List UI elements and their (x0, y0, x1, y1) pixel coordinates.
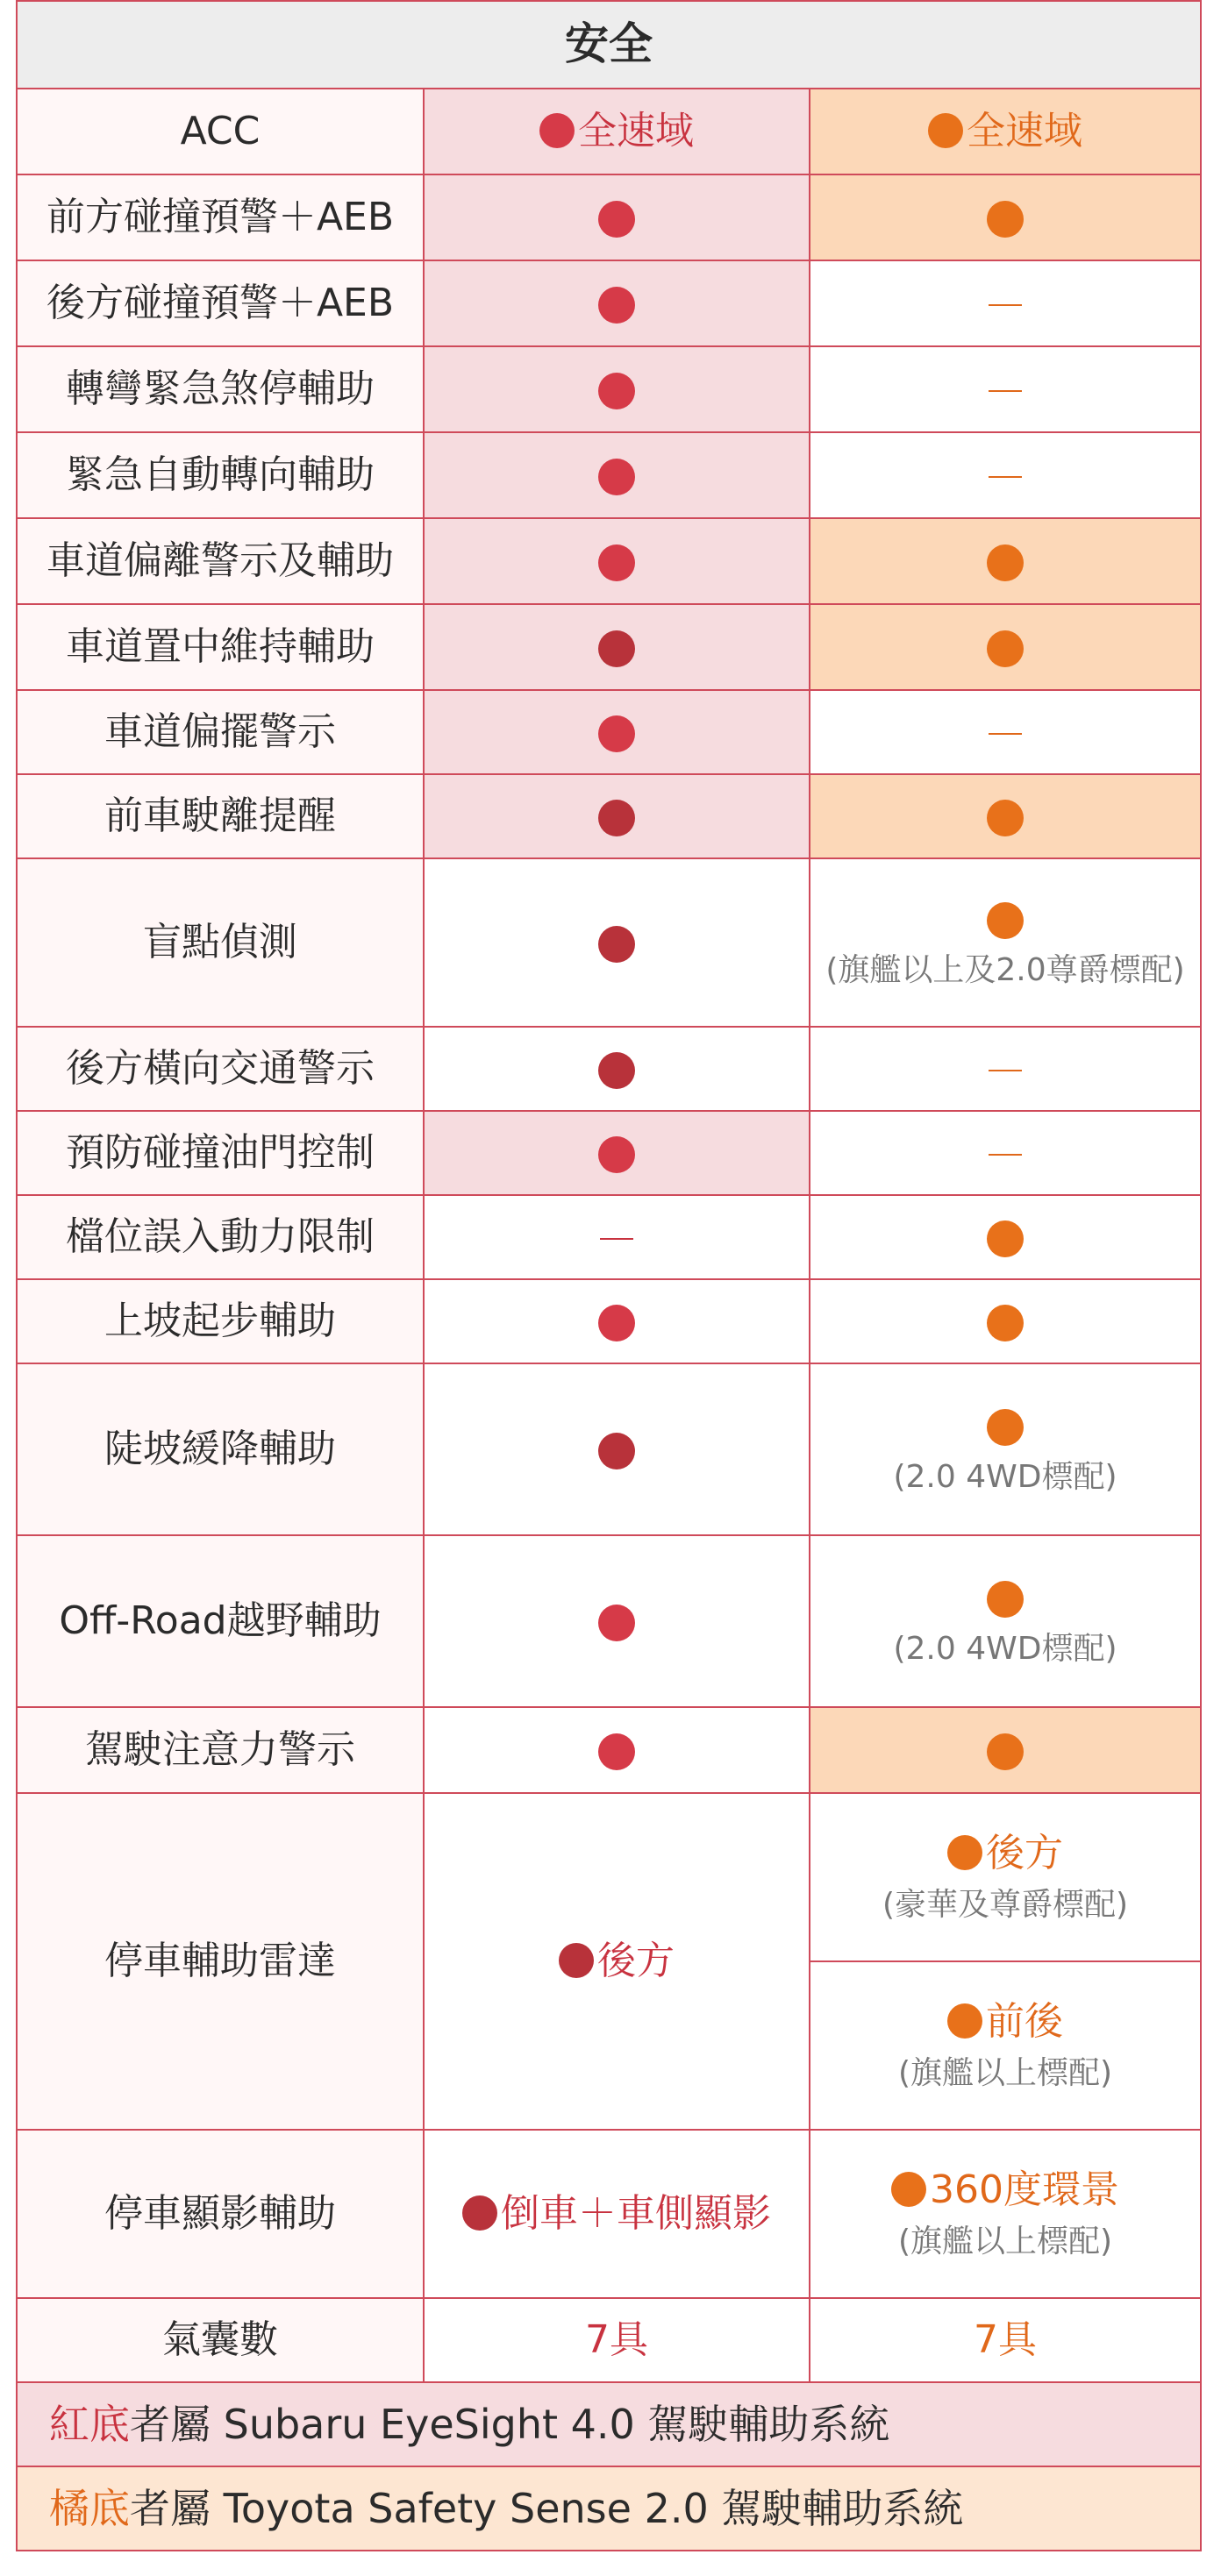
toyota-cell (810, 1279, 1201, 1363)
table-row (17, 346, 1201, 432)
dash-icon (989, 733, 1022, 735)
legend-text: 者屬 Toyota Safety Sense 2.0 駕駛輔助系統 (130, 2484, 964, 2532)
cell-note: (旗艦以上及2.0尊爵標配) (825, 951, 1185, 988)
toyota-cell (810, 1027, 1201, 1111)
filled-dot-icon (891, 2172, 926, 2207)
toyota-cell (810, 604, 1201, 690)
cell-text: 後方 (986, 1831, 1063, 1875)
subaru-cell (424, 346, 810, 432)
filled-dot-icon (598, 544, 635, 581)
table-title: 安全 (17, 1, 1201, 89)
row-label: ACC (17, 89, 424, 174)
filled-dot-icon (987, 800, 1024, 836)
toyota-cell (810, 690, 1201, 774)
cell-note: (旗艦以上標配) (897, 2054, 1113, 2091)
toyota-cell (810, 1111, 1201, 1195)
filled-dot-icon (987, 902, 1024, 939)
dash-icon (600, 1238, 633, 1240)
safety-comparison-table-wrap (16, 0, 1200, 2551)
table-row (17, 1793, 1201, 2130)
toyota-cell (810, 1793, 1201, 2130)
filled-dot-icon (987, 201, 1024, 238)
row-label: 駕駛注意力警示 (17, 1707, 424, 1793)
filled-dot-icon (598, 373, 635, 409)
toyota-cell (810, 1535, 1201, 1707)
table-row (17, 1707, 1201, 1793)
subaru-cell (424, 858, 810, 1027)
row-label: 後方碰撞預警＋AEB (17, 260, 424, 346)
cell-text: 360度環景 (930, 2167, 1119, 2212)
cell-note: (2.0 4WD標配) (893, 1630, 1117, 1667)
row-label: 停車輔助雷達 (17, 1793, 424, 2130)
subaru-cell: 7具 (424, 2298, 810, 2382)
subaru-cell (424, 1279, 810, 1363)
filled-dot-icon (539, 113, 575, 148)
dash-icon (989, 304, 1022, 306)
subaru-cell (424, 1027, 810, 1111)
toyota-cell (810, 260, 1201, 346)
filled-dot-icon (598, 1052, 635, 1089)
toyota-cell (810, 774, 1201, 858)
subaru-cell (424, 89, 810, 174)
table-row (17, 1363, 1201, 1535)
filled-dot-icon (559, 1943, 594, 1978)
table-row (17, 604, 1201, 690)
table-row (17, 432, 1201, 518)
table-row (17, 174, 1201, 260)
subaru-cell (424, 518, 810, 604)
toyota-cell (810, 174, 1201, 260)
row-label: 緊急自動轉向輔助 (17, 432, 424, 518)
table-row (17, 1279, 1201, 1363)
cell-text: 後方 (597, 1938, 675, 1983)
footer-legend-toyota (17, 2466, 1201, 2551)
row-label: 前車駛離提醒 (17, 774, 424, 858)
toyota-cell (810, 2130, 1201, 2298)
table-row (17, 2298, 1201, 2382)
filled-dot-icon (598, 1733, 635, 1770)
table-row (17, 518, 1201, 604)
table-row (17, 1027, 1201, 1111)
cell-text: 全速域 (967, 108, 1082, 153)
filled-dot-icon (598, 800, 635, 836)
toyota-cell (810, 1363, 1201, 1535)
filled-dot-icon (598, 1136, 635, 1173)
toyota-subcell-rear (810, 1794, 1200, 1962)
filled-dot-icon (598, 287, 635, 324)
subaru-cell (424, 432, 810, 518)
row-label: 盲點偵測 (17, 858, 424, 1027)
row-label: 氣囊數 (17, 2298, 424, 2382)
subaru-cell (424, 2130, 810, 2298)
filled-dot-icon (987, 1305, 1024, 1341)
filled-dot-icon (598, 1433, 635, 1469)
toyota-cell (810, 518, 1201, 604)
toyota-cell (810, 89, 1201, 174)
row-label: 前方碰撞預警＋AEB (17, 174, 424, 260)
subaru-cell (424, 774, 810, 858)
filled-dot-icon (947, 1835, 982, 1870)
toyota-cell (810, 432, 1201, 518)
filled-dot-icon (598, 630, 635, 667)
table-row (17, 2130, 1201, 2298)
cell-text: 前後 (986, 1999, 1063, 2044)
filled-dot-icon (987, 1733, 1024, 1770)
subaru-cell (424, 1111, 810, 1195)
subaru-cell (424, 260, 810, 346)
filled-dot-icon (598, 1605, 635, 1641)
row-label: 上坡起步輔助 (17, 1279, 424, 1363)
filled-dot-icon (947, 2003, 982, 2039)
toyota-cell (810, 1195, 1201, 1279)
row-label: 陡坡緩降輔助 (17, 1363, 424, 1535)
filled-dot-icon (462, 2195, 497, 2231)
filled-dot-icon (987, 630, 1024, 667)
row-label: 車道偏離警示及輔助 (17, 518, 424, 604)
subaru-cell (424, 1195, 810, 1279)
subaru-cell (424, 174, 810, 260)
table-row (17, 690, 1201, 774)
legend-highlight: 紅底 (49, 2400, 130, 2448)
table-row (17, 858, 1201, 1027)
table-row (17, 1195, 1201, 1279)
cell-note: (旗艦以上標配) (897, 2223, 1113, 2259)
table-row (17, 260, 1201, 346)
cell-note: (豪華及尊爵標配) (882, 1886, 1129, 1923)
footer-row (17, 2382, 1201, 2466)
row-label: 檔位誤入動力限制 (17, 1195, 424, 1279)
cell-text: 全速域 (578, 108, 694, 153)
subaru-cell (424, 1535, 810, 1707)
filled-dot-icon (598, 1305, 635, 1341)
footer-row (17, 2466, 1201, 2551)
filled-dot-icon (598, 201, 635, 238)
cell-note: (2.0 4WD標配) (893, 1458, 1117, 1495)
filled-dot-icon (928, 113, 963, 148)
filled-dot-icon (987, 1409, 1024, 1446)
dash-icon (989, 476, 1022, 478)
subaru-cell (424, 1793, 810, 2130)
row-label: 車道偏擺警示 (17, 690, 424, 774)
filled-dot-icon (987, 1220, 1024, 1257)
dash-icon (989, 1070, 1022, 1071)
filled-dot-icon (598, 459, 635, 495)
row-label: 停車顯影輔助 (17, 2130, 424, 2298)
toyota-cell (810, 1707, 1201, 1793)
table-row (17, 1111, 1201, 1195)
toyota-cell (810, 346, 1201, 432)
table-row (17, 89, 1201, 174)
toyota-subcell-front-rear (810, 1962, 1200, 2129)
toyota-cell (810, 858, 1201, 1027)
toyota-split-cell (810, 1794, 1200, 2129)
row-label: 後方橫向交通警示 (17, 1027, 424, 1111)
subaru-cell (424, 604, 810, 690)
footer-legend-subaru (17, 2382, 1201, 2466)
filled-dot-icon (598, 715, 635, 752)
cell-text: 倒車＋車側顯影 (501, 2190, 771, 2236)
table-row (17, 1535, 1201, 1707)
toyota-cell: 7具 (810, 2298, 1201, 2382)
subaru-cell (424, 1363, 810, 1535)
legend-highlight: 橘底 (49, 2484, 130, 2532)
dash-icon (989, 1154, 1022, 1156)
filled-dot-icon (598, 926, 635, 963)
filled-dot-icon (987, 1581, 1024, 1618)
legend-text: 者屬 Subaru EyeSight 4.0 駕駛輔助系統 (130, 2400, 890, 2448)
table-row (17, 774, 1201, 858)
row-label: 轉彎緊急煞停輔助 (17, 346, 424, 432)
row-label: Off-Road越野輔助 (17, 1535, 424, 1707)
safety-comparison-table (16, 0, 1202, 2551)
subaru-cell (424, 690, 810, 774)
filled-dot-icon (987, 544, 1024, 581)
subaru-cell (424, 1707, 810, 1793)
row-label: 預防碰撞油門控制 (17, 1111, 424, 1195)
dash-icon (989, 390, 1022, 392)
row-label: 車道置中維持輔助 (17, 604, 424, 690)
table-title-row (17, 1, 1201, 89)
